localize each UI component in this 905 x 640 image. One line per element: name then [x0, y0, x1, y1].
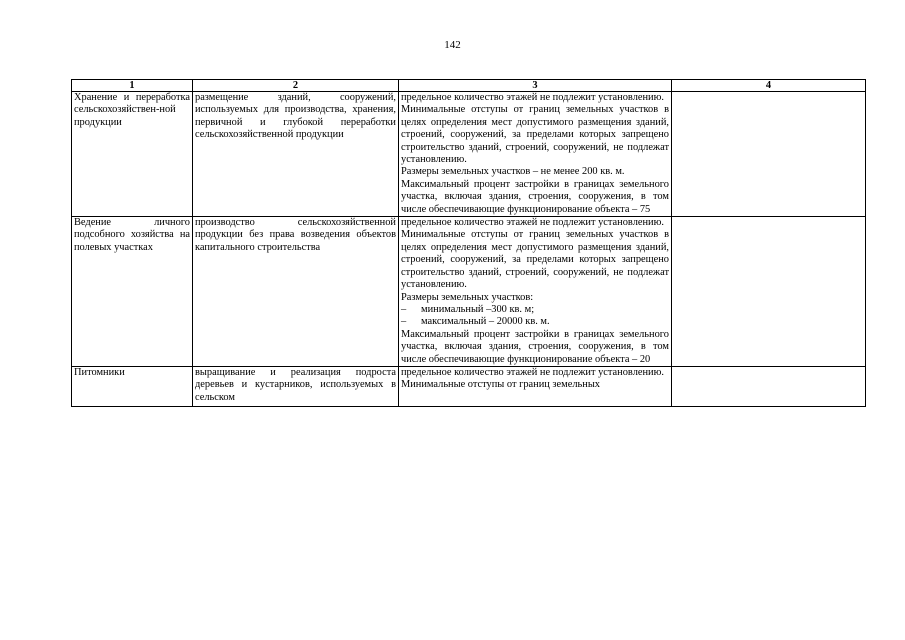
parameter-text: Размеры земельных участков:	[401, 291, 534, 303]
list-item-text: максимальный – 20000 кв. м.	[421, 316, 550, 328]
parameter-text: Минимальные отступы от границ земельных участков в целях определения мест допустимого размещения зданий, строений, сооружений, за пределами которых запрещено строительство зданий, строений, сооружений, не подлежат установлению.	[401, 104, 669, 166]
column-header-1: 1	[72, 80, 193, 92]
table-row	[72, 366, 866, 406]
list-dash: –	[401, 303, 407, 315]
permitted-use-name: Питомники	[72, 366, 193, 406]
permitted-use-description: производство сельскохозяйственной продукции без права возведения объектов капитального строительства	[193, 217, 399, 367]
notes-cell	[672, 92, 866, 217]
parameter-text: предельное количество этажей не подлежит установлению.	[401, 366, 664, 378]
table-viewport	[0, 79, 905, 570]
parameter-text: Размеры земельных участков – не менее 200 кв. м.	[401, 166, 625, 178]
list-item-text: минимальный –300 кв. м;	[421, 303, 535, 315]
parameters-cell	[399, 217, 672, 367]
table-row	[72, 92, 866, 217]
table-header-row	[72, 80, 866, 92]
notes-cell	[672, 366, 866, 406]
regulation-table	[71, 79, 866, 407]
column-header-4: 4	[672, 80, 866, 92]
permitted-use-name: Ведение личного подсобного хозяйства на полевых участках	[72, 217, 193, 367]
permitted-use-name: Хранение и переработка сельскохозяйствен-ной продукции	[72, 92, 193, 217]
permitted-use-description: выращивание и реализация подроста деревьев и кустарников, используемых в сельском	[193, 366, 399, 406]
list-dash: –	[401, 316, 407, 328]
parameter-text: предельное количество этажей не подлежит установлению.	[401, 217, 664, 229]
list-item	[401, 304, 669, 316]
parameter-text: Максимальный процент застройки в границах земельного участка, включая здания, строения, сооружения, в том числе обеспечивающие функционирование объекта – 75	[401, 178, 669, 215]
notes-cell	[672, 217, 866, 367]
parameters-cell	[399, 92, 672, 217]
column-header-2: 2	[193, 80, 399, 92]
permitted-use-description: размещение зданий, сооружений, используемых для производства, хранения, первичной и глубокой переработки сельскохозяйственной продукции	[193, 92, 399, 217]
list-item	[401, 316, 669, 328]
parameter-text: Минимальные отступы от границ земельных	[401, 379, 600, 391]
column-header-3: 3	[399, 80, 672, 92]
page-number: 142	[444, 39, 461, 51]
parameter-text: предельное количество этажей не подлежит установлению.	[401, 92, 664, 103]
parameters-cell	[399, 366, 672, 406]
table-row	[72, 217, 866, 367]
parameter-text: Минимальные отступы от границ земельных участков в целях определения мест допустимого размещения зданий, строений, сооружений, за пределами которых запрещено строительство зданий, строений, сооружений, не подлежат установлению.	[401, 229, 669, 291]
parameter-text: Максимальный процент застройки в границах земельного участка, включая здания, строения, сооружения, в том числе обеспечивающие функционирование объекта – 20	[401, 328, 669, 365]
